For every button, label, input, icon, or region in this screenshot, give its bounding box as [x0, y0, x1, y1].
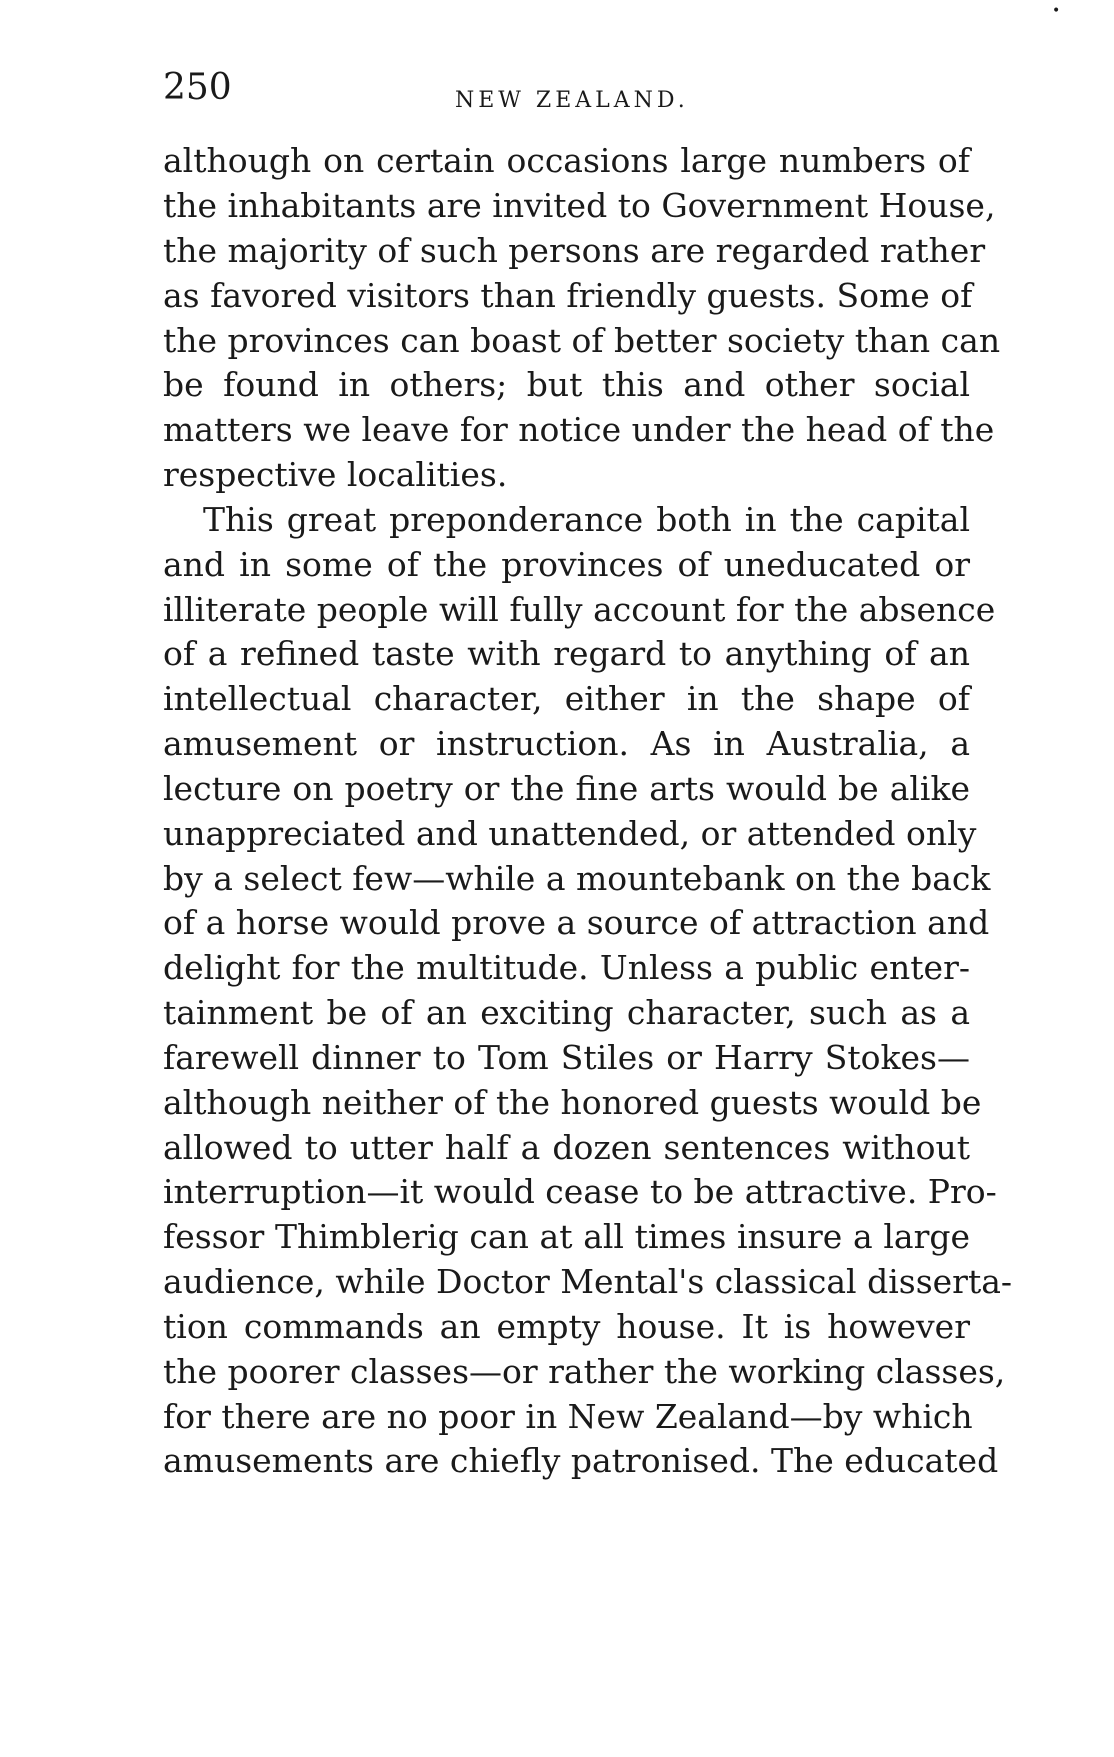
- text-line: although on certain occasions large numbers of: [163, 141, 970, 180]
- page-number: 250: [163, 67, 232, 108]
- corner-mark: •: [1052, 3, 1061, 19]
- text-line: as favored visitors than friendly guests. Some of: [163, 276, 973, 315]
- text-line: of a horse would prove a source of attraction and: [163, 903, 990, 942]
- text-line: the poorer classes—or rather the working classes,: [163, 1352, 1006, 1391]
- text-line: intellectual character, either in the shape of: [163, 679, 970, 718]
- text-line: lecture on poetry or the fine arts would be alike: [163, 769, 970, 808]
- text-line: the inhabitants are invited to Government House,: [163, 186, 996, 225]
- text-line: matters we leave for notice under the head of the: [163, 410, 995, 449]
- text-line: This great preponderance both in the capital: [203, 500, 970, 539]
- running-title: NEW ZEALAND.: [455, 88, 689, 113]
- text-line: delight for the multitude. Unless a public enter-: [163, 948, 970, 987]
- text-line: be found in others; but this and other social: [163, 365, 970, 404]
- text-line: interruption—it would cease to be attractive. Pro-: [163, 1172, 997, 1211]
- text-line: the provinces can boast of better society than can: [163, 321, 1001, 360]
- text-line: although neither of the honored guests would be: [163, 1083, 982, 1122]
- text-line: tainment be of an exciting character, such as a: [163, 993, 970, 1032]
- text-line: illiterate people will fully account for the absence: [163, 590, 996, 629]
- text-line: allowed to utter half a dozen sentences without: [163, 1128, 970, 1167]
- text-line: and in some of the provinces of uneducated or: [163, 545, 970, 584]
- text-line: by a select few—while a mountebank on the back: [163, 859, 991, 898]
- text-line: respective localities.: [163, 455, 508, 494]
- text-line: tion commands an empty house. It is however: [163, 1307, 970, 1346]
- text-line: unappreciated and unattended, or attended only: [163, 814, 977, 853]
- text-line: fessor Thimblerig can at all times insure a large: [163, 1217, 970, 1256]
- text-line: amusement or instruction. As in Australia, a: [163, 724, 970, 763]
- text-line: the majority of such persons are regarded rather: [163, 231, 986, 270]
- text-line: amusements are chiefly patronised. The educated: [163, 1441, 999, 1480]
- text-line: farewell dinner to Tom Stiles or Harry Stokes—: [163, 1038, 970, 1077]
- text-line: of a refined taste with regard to anything of an: [163, 634, 970, 673]
- text-line: for there are no poor in New Zealand—by which: [163, 1397, 973, 1436]
- text-line: audience, while Doctor Mental's classical disserta-: [163, 1262, 1013, 1301]
